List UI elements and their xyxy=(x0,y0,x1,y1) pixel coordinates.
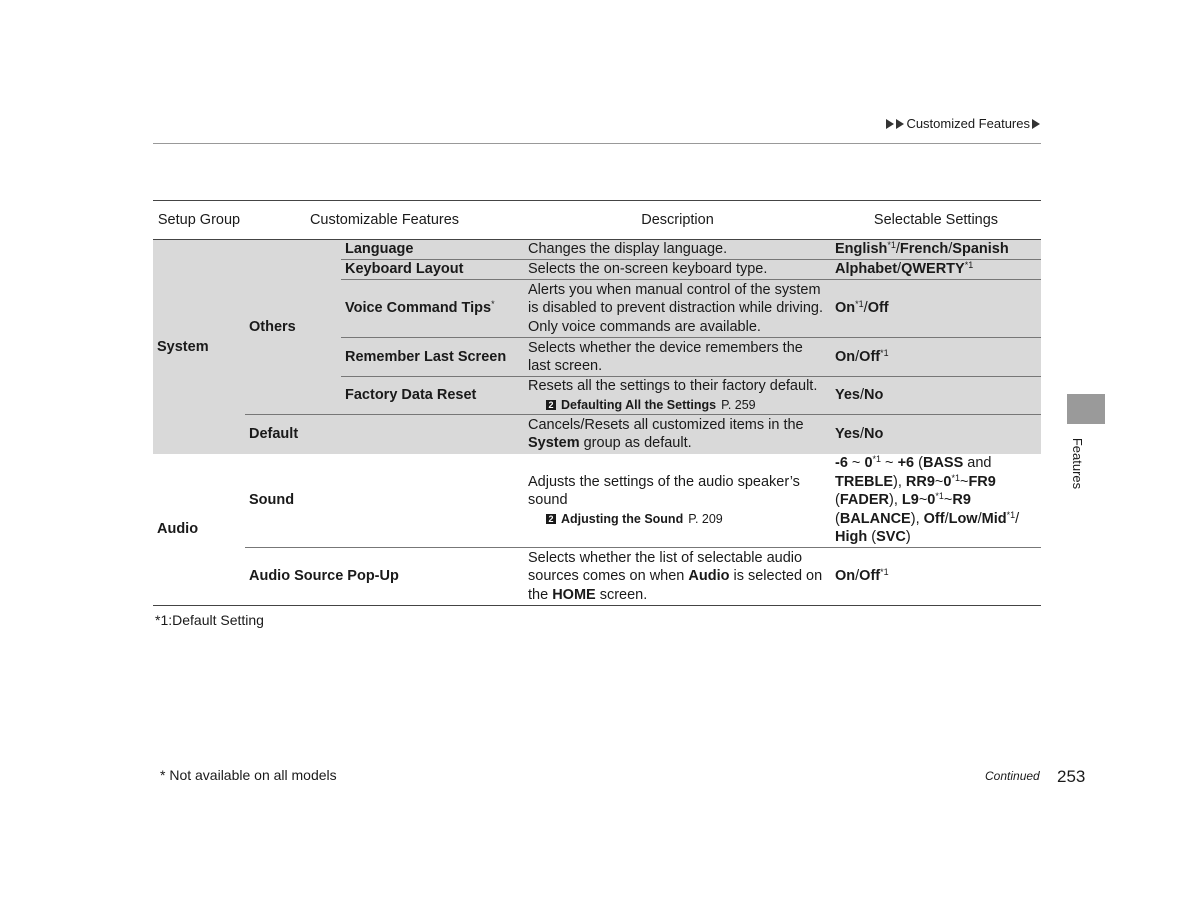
settings-sound xyxy=(831,454,1041,548)
feature-language: Language xyxy=(341,240,524,260)
breadcrumb xyxy=(886,116,1040,131)
header-setup-group: Setup Group xyxy=(153,201,245,240)
sound-setting-segment: High xyxy=(835,529,868,545)
sound-setting-segment: / xyxy=(944,510,949,527)
feature-default: Default xyxy=(245,415,524,454)
continued-label: Continued xyxy=(985,769,1040,783)
desc-factory-data-reset: Resets all the settings to their factory default. 2 Defaulting All the Settings P. 259 xyxy=(524,377,831,415)
desc-sound: Adjusts the settings of the audio speaker’s sound 2 Adjusting the Sound P. 209 xyxy=(524,454,831,548)
desc-language: Changes the display language. xyxy=(524,240,831,260)
sound-setting-segment: +6 xyxy=(897,455,915,471)
feature-audio-source-popup: Audio Source Pop-Up xyxy=(245,548,524,606)
group-system: System xyxy=(153,240,245,454)
settings-default: Yes/No xyxy=(831,415,1041,454)
triangle-right-icon xyxy=(896,119,904,129)
sound-setting-segment: Off xyxy=(923,510,945,527)
header-description: Description xyxy=(524,201,831,240)
sound-setting-segment: ( xyxy=(835,510,840,527)
group-audio: Audio xyxy=(153,454,245,606)
sound-setting-segment: / xyxy=(1015,510,1020,527)
settings-audio-source-popup: On/Off$^{*1}$ xyxy=(831,548,1041,606)
sound-setting-segment: ~ xyxy=(934,473,944,490)
section-tab-label xyxy=(1068,430,1088,490)
sound-setting-segment: Low xyxy=(948,510,978,527)
sound-setting-segment: 0 xyxy=(927,492,936,508)
page-number: 253 xyxy=(1057,767,1086,786)
default-setting-footnote: *1:Default Setting xyxy=(155,612,264,628)
section-tab-text: Features xyxy=(1070,437,1086,490)
desc-default: Cancels/Resets all customized items in the System group as default. xyxy=(524,415,831,454)
sound-setting-segment: FADER xyxy=(839,492,889,508)
sound-setting-segment: 0 xyxy=(864,455,873,471)
sound-setting-segment: SVC xyxy=(876,529,906,545)
feature-voice-command-tips: Voice Command Tips* xyxy=(341,280,524,338)
triangle-right-icon xyxy=(886,119,894,129)
feature-factory-data-reset: Factory Data Reset xyxy=(341,377,524,415)
settings-keyboard-layout: Alphabet/QWERTY$^{*1}$ xyxy=(831,260,1041,280)
sound-setting-segment: ( xyxy=(914,455,923,471)
feature-keyboard-layout: Keyboard Layout xyxy=(341,260,524,280)
sound-setting-segment: ~ xyxy=(918,492,928,508)
sound-setting-segment: / xyxy=(977,510,982,527)
sound-setting-segment: Mid xyxy=(981,510,1007,527)
sound-setting-segment: RR9 xyxy=(905,473,935,490)
sound-setting-segment: ( xyxy=(835,492,840,508)
desc-voice-command-tips: Alerts you when manual control of the system is disabled to prevent distraction while driving. Only voice commands are available. xyxy=(524,280,831,338)
header-selectable-settings: Selectable Settings xyxy=(831,201,1041,240)
sound-setting-segment: *1 xyxy=(951,472,960,483)
feature-remember-last-screen: Remember Last Screen xyxy=(341,338,524,377)
cross-reference[interactable]: 2 Adjusting the Sound P. 209 xyxy=(528,510,827,529)
table-row xyxy=(153,548,1041,606)
settings-language: English$^{*1}$/French/Spanish xyxy=(831,240,1041,260)
sound-setting-segment: and xyxy=(963,455,992,471)
settings-remember-last-screen: On/Off$^{*1}$ xyxy=(831,338,1041,377)
sound-setting-segment: BALANCE xyxy=(839,510,911,527)
sound-setting-segment: ), xyxy=(889,492,902,508)
customized-features-table xyxy=(153,200,1041,606)
cross-reference-icon: 2 xyxy=(546,514,556,524)
desc-audio-source-popup: Selects whether the list of selectable audio sources comes on when Audio is selected on the HOME screen. xyxy=(524,548,831,606)
breadcrumb-label[interactable]: Customized Features xyxy=(906,116,1030,131)
sound-setting-segment: ~ xyxy=(959,473,969,490)
cross-reference[interactable]: 2 Defaulting All the Settings P. 259 xyxy=(528,396,827,415)
sound-setting-segment: L9 xyxy=(901,492,919,508)
triangle-right-icon xyxy=(1032,119,1040,129)
feature-sound: Sound xyxy=(245,454,524,548)
header-rule xyxy=(153,143,1041,144)
availability-footnote: * Not available on all models xyxy=(160,767,337,783)
sound-setting-segment: -6 xyxy=(835,455,848,471)
sound-setting-segment: R9 xyxy=(952,492,971,508)
sound-setting-segment: *1 xyxy=(872,454,882,464)
sound-setting-segment: ~ xyxy=(847,455,865,471)
sound-setting-segment: ) xyxy=(905,529,911,545)
sound-setting-segment: 0 xyxy=(943,473,952,490)
settings-factory-data-reset: Yes/No xyxy=(831,377,1041,415)
cross-reference-icon: 2 xyxy=(546,400,556,410)
sound-setting-segment: FR9 xyxy=(968,473,996,490)
section-tab-marker xyxy=(1067,394,1105,424)
desc-remember-last-screen: Selects whether the device remembers the last screen. xyxy=(524,338,831,377)
sound-setting-segment: ), xyxy=(910,510,924,527)
sound-setting-segment: *1 xyxy=(1006,509,1016,520)
table-header-row xyxy=(153,201,1041,240)
sound-setting-segment: ~ xyxy=(881,455,898,471)
table-row xyxy=(153,415,1041,454)
table-row xyxy=(153,454,1041,548)
settings-voice-command-tips: On$^{*1}$/Off xyxy=(831,280,1041,338)
subgroup-others: Others xyxy=(245,240,341,415)
sound-setting-segment: *1 xyxy=(935,491,944,501)
table-row xyxy=(153,240,1041,260)
sound-setting-segment: ), xyxy=(893,473,906,490)
header-customizable-features: Customizable Features xyxy=(245,201,524,240)
desc-keyboard-layout: Selects the on-screen keyboard type. xyxy=(524,260,831,280)
sound-setting-segment: TREBLE xyxy=(835,473,893,490)
sound-setting-segment: ~ xyxy=(943,492,953,508)
sound-setting-segment: BASS xyxy=(922,455,964,471)
sound-setting-segment: ( xyxy=(867,529,877,545)
